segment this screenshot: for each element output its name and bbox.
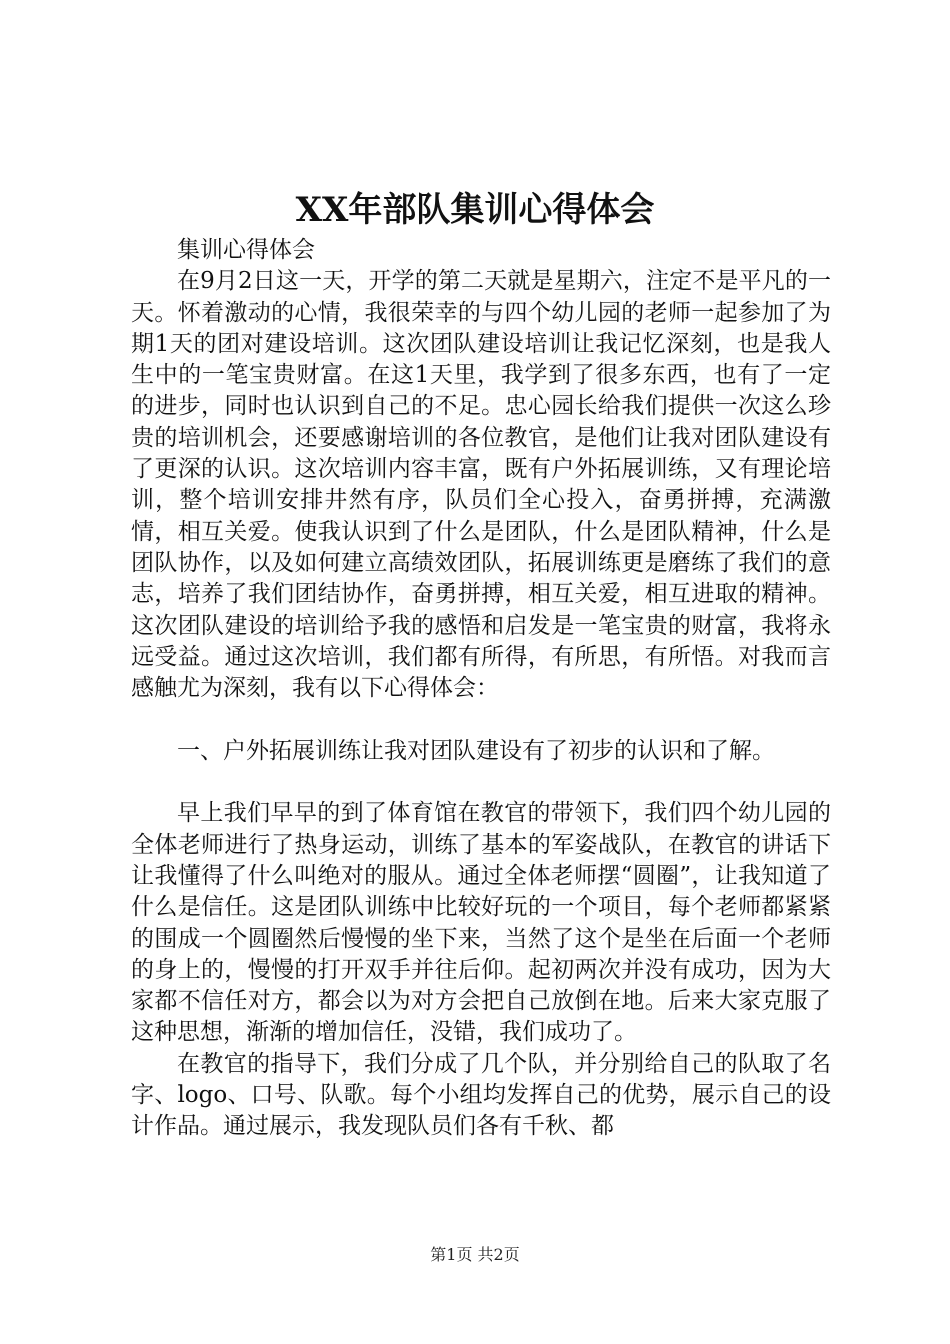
blank-line [131, 767, 831, 798]
document-body [131, 235, 831, 1143]
blank-line [131, 704, 831, 735]
body-paragraph: 在教官的指导下，我们分成了几个队，并分别给自己的队取了名字、logo、口号、队歌。每个小组均发挥自己的优势，展示自己的设计作品。通过展示，我发现队员们各有千秋、都 [131, 1050, 831, 1140]
subtitle-paragraph: 集训心得体会 [177, 237, 315, 263]
body-paragraph: 早上我们早早的到了体育馆在教官的带领下，我们四个幼儿园的全体老师进行了热身运动，训练了基本的军姿战队，在教官的讲话下让我懂得了什么叫绝对的服从。通过全体老师摆“圆圈”，让我知道了什么是信任。这是团队训练中比较好玩的一个项目，每个老师都紧紧的围成一个圆圈然后慢慢的坐下来，当然了这个是坐在后面一个老师的身上的，慢慢的打开双手并往后仰。起初两次并没有成功，因为大家都不信任对方，都会以为对方会把自己放倒在地。后来大家克服了这种思想，渐渐的增加信任，没错，我们成功了。 [131, 800, 831, 1046]
section-heading: 一、户外拓展训练让我对团队建设有了初步的认识和了解。 [177, 737, 775, 764]
intro-paragraph: 在9月2日这一天，开学的第二天就是星期六，注定不是平凡的一天。怀着激动的心情，我很荣幸的与四个幼儿园的老师一起参加了为期1天的团对建设培训。这次团队建设培训让我记忆深刻，也是我人生中的一笔宝贵财富。在这1天里，我学到了很多东西，也有了一定的进步，同时也认识到自己的不足。忠心园长给我们提供一次这么珍贵的培训机会，还要感谢培训的各位教官，是他们让我对团队建设有了更深的认识。这次培训内容丰富，既有户外拓展训练，又有理论培训，整个培训安排井然有序，队员们全心投入，奋勇拼搏，充满激情，相互关爱。使我认识到了什么是团队，什么是团队精神，什么是团队协作，以及如何建立高绩效团队，拓展训练更是磨练了我们的意志，培养了我们团结协作，奋勇拼搏，相互关爱，相互进取的精神。这次团队建设的培训给予我的感悟和启发是一笔宝贵的财富，我将永远受益。通过这次培训，我们都有所得，有所思，有所悟。对我而言感触尤为深刻，我有以下心得体会： [131, 268, 831, 702]
document-title: XX年部队集训心得体会 [295, 190, 655, 230]
page-footer: 第1页 共2页 [430, 1245, 520, 1264]
